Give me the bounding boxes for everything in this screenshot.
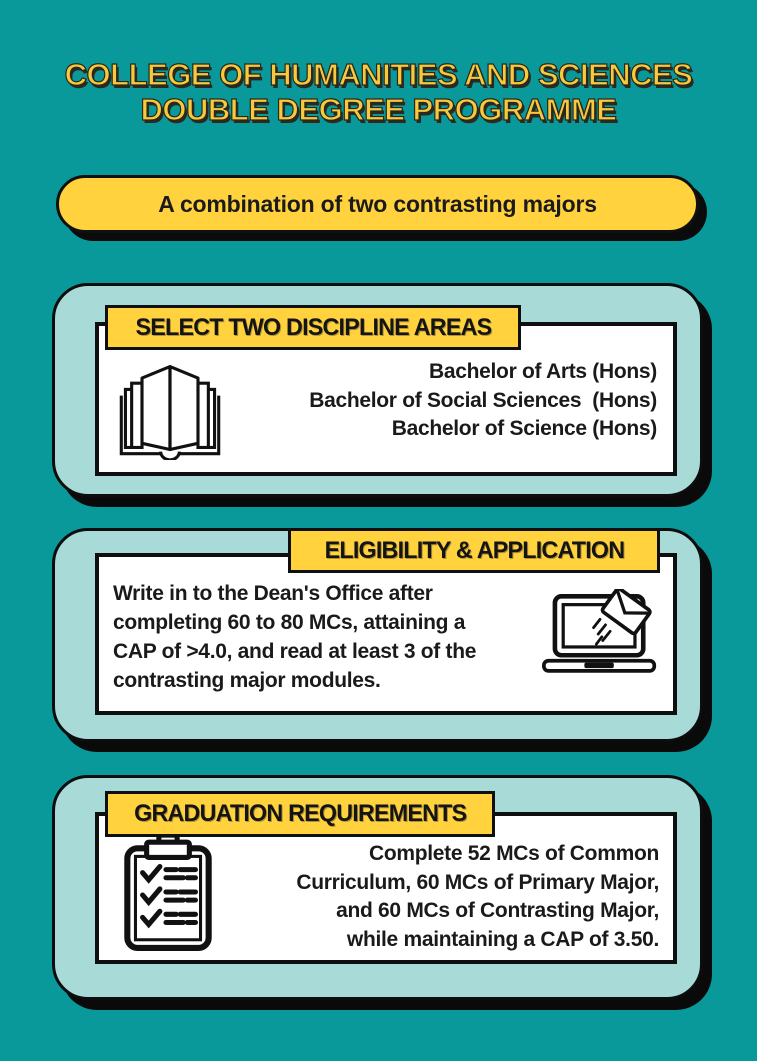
card-graduation-header-badge: [105, 791, 495, 837]
card-graduation: [52, 775, 703, 1000]
eligibility-line-4: contrasting major modules.: [113, 669, 381, 692]
clipboard-checklist-icon: [117, 832, 219, 954]
graduation-line-3: and 60 MCs of Contrasting Major,: [336, 899, 659, 922]
page-title: [0, 57, 757, 127]
card-discipline-areas-header-badge: [105, 305, 521, 350]
graduation-paragraph: [296, 840, 659, 954]
degree-line-ba: Bachelor of Arts (Hons): [428, 360, 657, 383]
card-discipline-areas: [52, 283, 703, 497]
card-eligibility-header-text: ELIGIBILITY & APPLICATION: [324, 536, 624, 564]
page-title-line-2: DOUBLE DEGREE PROGRAMME: [140, 92, 617, 127]
graduation-line-4: while maintaining a CAP of 3.50.: [346, 927, 659, 951]
card-eligibility-header-badge: [288, 528, 660, 573]
card-graduation-header-text: GRADUATION REQUIREMENTS: [133, 800, 467, 827]
page-title-line-1: COLLEGE OF HUMANITIES AND SCIENCES: [64, 57, 693, 92]
eligibility-line-1: Write in to the Dean's Office after: [113, 582, 433, 605]
eligibility-paragraph: [113, 579, 476, 695]
open-book-icon: [113, 352, 227, 460]
eligibility-line-3: CAP of >4.0, and read at least 3 of the: [113, 640, 477, 663]
laptop-email-icon: [539, 589, 661, 681]
subtitle-pill: [56, 175, 699, 233]
eligibility-line-2: completing 60 to 80 MCs, attaining a: [113, 611, 466, 634]
card-discipline-areas-header-text: SELECT TWO DISCIPLINE AREAS: [135, 313, 491, 341]
graduation-line-2: Curriculum, 60 MCs of Primary Major,: [296, 870, 659, 894]
card-eligibility-body: [95, 553, 677, 715]
graduation-line-1: Complete 52 MCs of Common: [368, 842, 659, 865]
card-eligibility: [52, 528, 703, 742]
degree-line-bsc: Bachelor of Science (Hons): [391, 417, 657, 440]
degree-line-bsocsci: Bachelor of Social Sciences (Hons): [309, 388, 657, 412]
discipline-degree-list: [309, 358, 657, 444]
subtitle-pill-text: A combination of two contrasting majors: [158, 190, 597, 217]
